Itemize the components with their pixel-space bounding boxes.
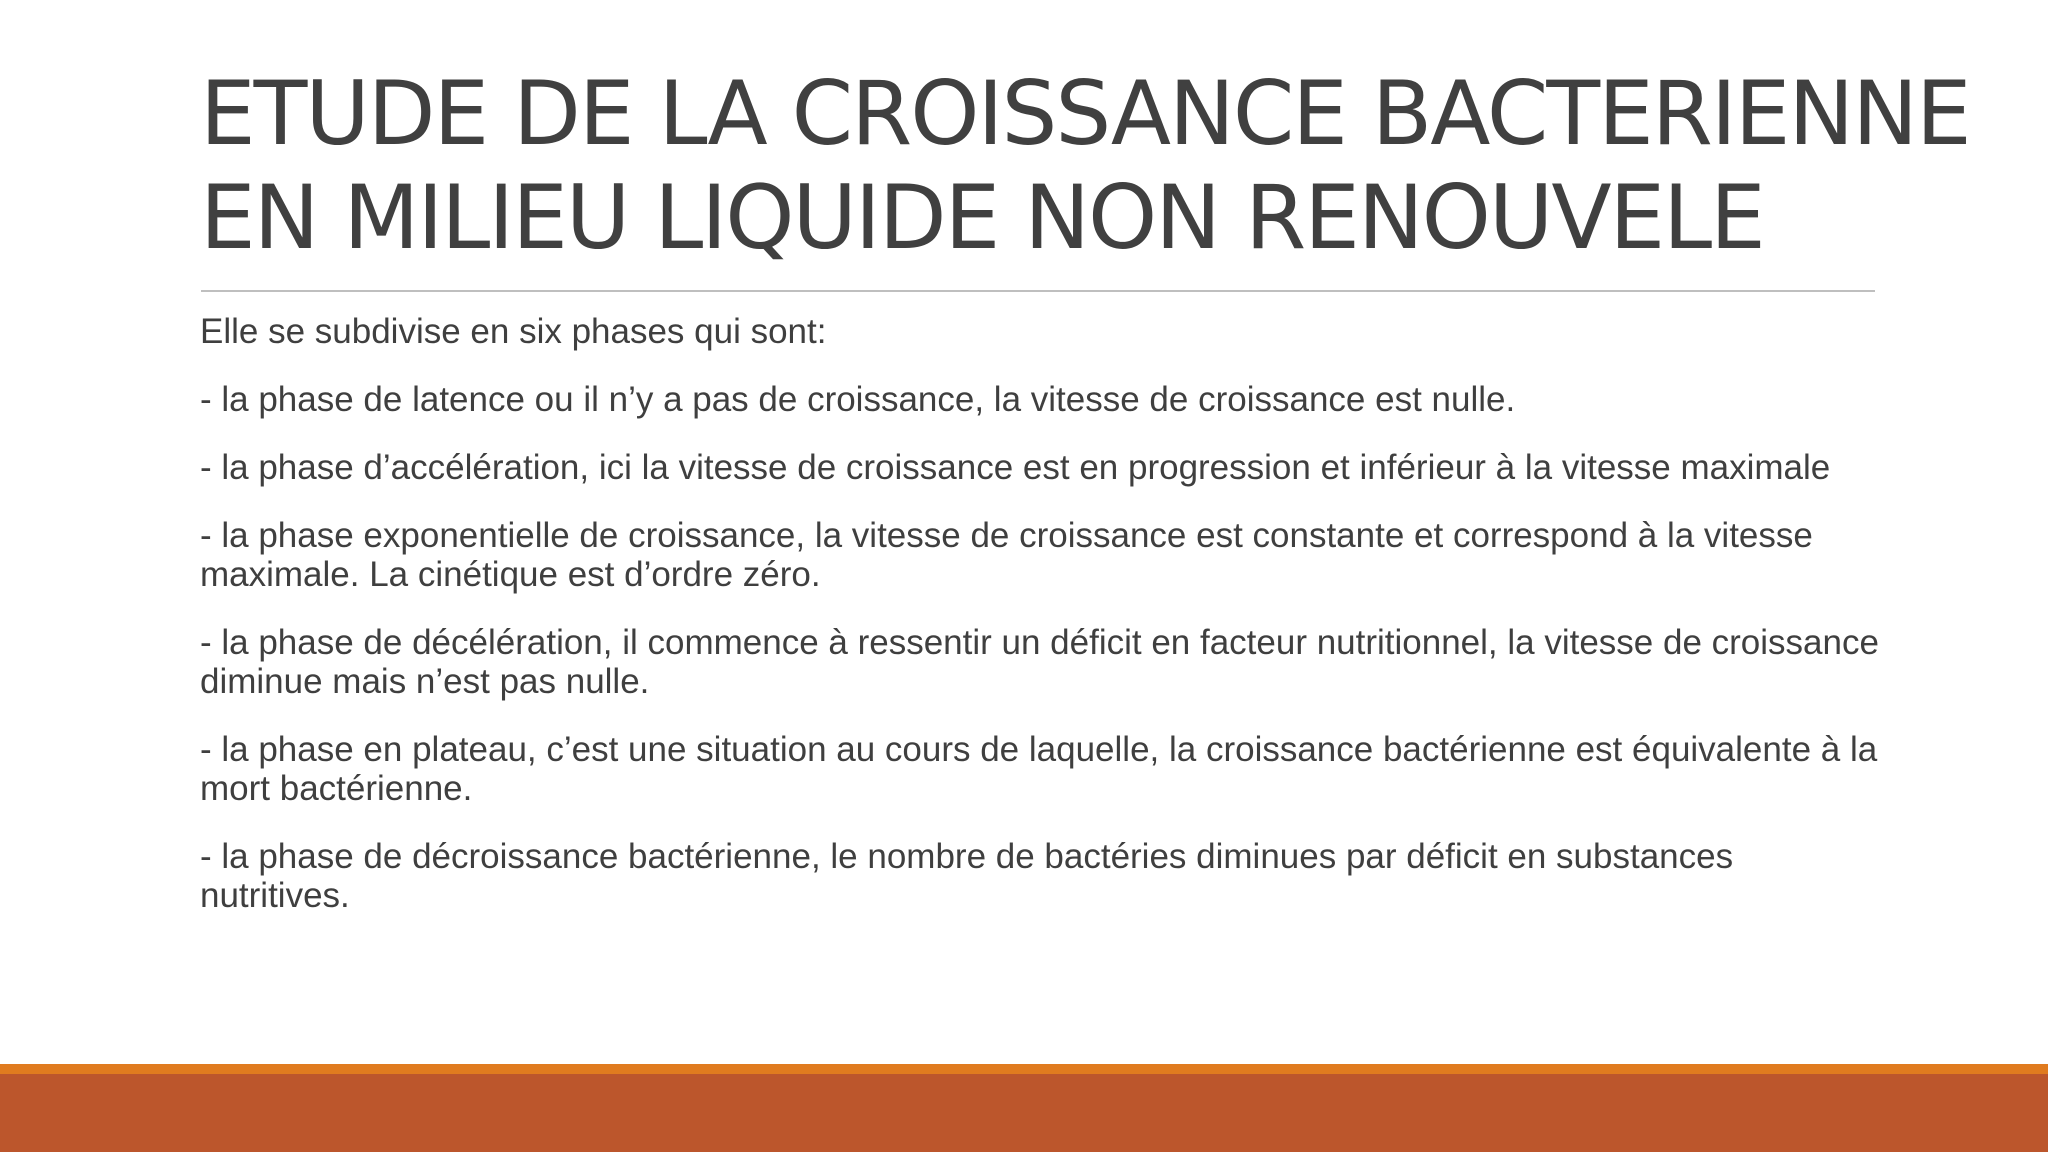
footer-bar: [0, 1074, 2048, 1152]
body-paragraph-deceleration: - la phase de décélération, il commence à ressentir un déficit en facteur nutritionnel, la vitesse de croissance diminue mais n’est pas nulle.: [200, 623, 1879, 701]
body-paragraph-intro: Elle se subdivise en six phases qui sont:: [200, 312, 827, 351]
body-paragraph-acceleration: - la phase d’accélération, ici la vitesse de croissance est en progression et inférieur à la vitesse maximale: [200, 448, 1831, 487]
slide-title-line-2: EN MILIEU LIQUIDE NON RENOUVELE: [200, 166, 1764, 269]
footer-accent-stripe: [0, 1064, 2048, 1074]
slide-title-line-1: ETUDE DE LA CROISSANCE BACTERIENNE: [200, 62, 1970, 165]
footer-band: [0, 1064, 2048, 1152]
body-paragraph-decroissance: - la phase de décroissance bactérienne, le nombre de bactéries diminues par déficit en substances nutritives.: [200, 837, 1734, 915]
title-divider: [201, 290, 1875, 292]
body-paragraph-latence: - la phase de latence ou il n’y a pas de croissance, la vitesse de croissance est nulle.: [200, 380, 1516, 419]
body-paragraph-plateau: - la phase en plateau, c’est une situation au cours de laquelle, la croissance bactérienne est équivalente à la mort bactérienne.: [200, 730, 1878, 808]
body-paragraph-exponentielle: - la phase exponentielle de croissance, la vitesse de croissance est constante et correspond à la vitesse maximale. La cinétique est d’ordre zéro.: [200, 516, 1813, 594]
slide-title: [200, 62, 1970, 270]
slide-body: [200, 312, 1880, 944]
